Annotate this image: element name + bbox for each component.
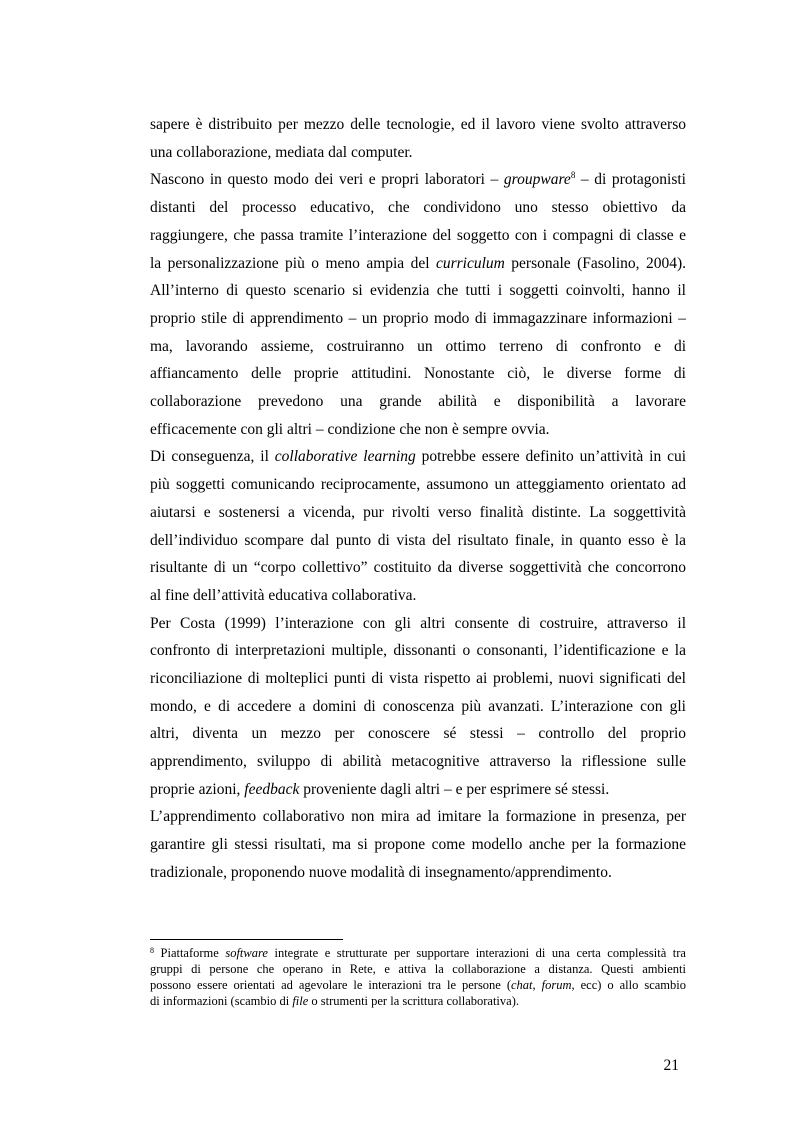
text-run: , ecc) o allo scambio	[571, 978, 686, 992]
text-run: personale (Fasolino, 2004).	[504, 255, 687, 272]
body-line	[150, 669, 686, 689]
text-run: integrate e strutturate per supportare interazioni di una certa complessità tra	[267, 946, 686, 960]
footnote-separator	[150, 939, 343, 940]
body-line	[150, 281, 686, 301]
text-run: – di protagonisti	[575, 171, 686, 188]
footnote-line	[150, 978, 686, 993]
italic-term: groupware	[503, 171, 571, 188]
footnote-marker: 8	[150, 946, 154, 955]
body-line	[150, 558, 686, 578]
body-line	[150, 115, 686, 135]
text-run: garantire gli stessi risultati, ma si propone come modello anche per la formazione	[150, 836, 686, 853]
body-line	[150, 780, 686, 800]
italic-term: feedback	[244, 781, 300, 798]
body-line	[150, 724, 686, 744]
footnote-marker: 8	[570, 170, 576, 180]
text-run: mondo, e di accedere a domini di conoscenza più avanzati. L’interazione con gli	[150, 698, 686, 715]
text-run: proprio stile di apprendimento – un proprio modo di immagazzinare informazioni –	[150, 310, 686, 327]
text-run: confronto di interpretazioni multiple, dissonanti o consonanti, l’identificazione e la	[150, 642, 686, 659]
text-run: altri, diventa un mezzo per conoscere sé stessi – controllo del proprio	[150, 725, 686, 742]
text-run: o strumenti per la scrittura collaborativa).	[308, 994, 519, 1008]
body-line	[150, 143, 686, 163]
text-run: Nascono in questo modo dei veri e propri laboratori –	[150, 171, 504, 188]
italic-term: collaborative learning	[274, 448, 416, 465]
text-run: riconciliazione di molteplici punti di vista rispetto ai problemi, nuovi significati del	[150, 670, 686, 687]
italic-term: chat	[511, 978, 533, 992]
page-number: 21	[663, 1057, 679, 1074]
body-line	[150, 586, 686, 606]
body-line	[150, 447, 686, 467]
text-run: dell’individuo scompare dal punto di vista del risultato finale, in quanto esso è la	[150, 532, 686, 549]
body-line	[150, 170, 686, 190]
footnote-line	[150, 962, 686, 977]
text-run: distanti del processo educativo, che condividono uno stesso obiettivo da	[150, 199, 686, 216]
text-run: più soggetti comunicando reciprocamente, assumono un atteggiamento orientato ad	[150, 476, 686, 493]
text-run: efficacemente con gli altri – condizione che non è sempre ovvia.	[150, 421, 550, 438]
text-run: aiutarsi e sostenersi a vicenda, pur rivolti verso finalità distinte. La soggettività	[150, 504, 686, 521]
body-line	[150, 198, 686, 218]
text-run: possono essere orientati ad agevolare le interazioni tra le persone (	[150, 978, 511, 992]
body-line	[150, 309, 686, 329]
text-run: collaborazione prevedono una grande abilità e disponibilità a lavorare	[150, 393, 686, 410]
body-line	[150, 503, 686, 523]
body-line	[150, 752, 686, 772]
text-run: di informazioni (scambio di	[150, 994, 293, 1008]
text-run: al fine dell’attività educativa collaborativa.	[150, 587, 417, 604]
italic-term: curriculum	[435, 255, 505, 272]
footnote-line	[150, 946, 686, 961]
text-run: risultante di un “corpo collettivo” costituito da diverse soggettività che concorrono	[150, 559, 686, 576]
body-line	[150, 226, 686, 246]
text-run: proveniente dagli altri – e per esprimere sé stessi.	[299, 781, 610, 798]
text-run: Per Costa (1999) l’interazione con gli altri consente di costruire, attraverso il	[150, 615, 686, 632]
body-line	[150, 364, 686, 384]
body-line	[150, 337, 686, 357]
body-line	[150, 531, 686, 551]
text-run: sapere è distribuito per mezzo delle tecnologie, ed il lavoro viene svolto attraverso	[150, 116, 686, 133]
text-run: ma, lavorando assieme, costruiranno un ottimo terreno di confronto e di	[150, 338, 686, 355]
text-run: ,	[532, 978, 542, 992]
italic-term: file	[292, 994, 309, 1008]
text-run: Di conseguenza, il	[150, 448, 275, 465]
text-run: tradizionale, proponendo nuove modalità di insegnamento/apprendimento.	[150, 864, 612, 881]
text-run: una collaborazione, mediata dal computer.	[150, 144, 413, 161]
text-run: raggiungere, che passa tramite l’interazione del soggetto con i compagni di classe e	[150, 227, 686, 244]
body-line	[150, 863, 686, 883]
text-run: potrebbe essere definito un’attività in cui	[415, 448, 687, 465]
body-line	[150, 697, 686, 717]
body-line	[150, 254, 686, 274]
body-line	[150, 614, 686, 634]
text-run: apprendimento, sviluppo di abilità metacognitive attraverso la riflessione sulle	[150, 753, 686, 770]
footnote-line	[150, 994, 686, 1009]
text-run: gruppi di persone che operano in Rete, e attiva la collaborazione a distanza. Questi ambienti	[150, 962, 686, 976]
body-line	[150, 807, 686, 827]
text-run: proprie azioni,	[150, 781, 245, 798]
italic-term: software	[225, 946, 268, 960]
text-run: Piattaforme	[154, 946, 226, 960]
body-line	[150, 641, 686, 661]
text-run: affiancamento delle proprie attitudini. Nonostante ciò, le diverse forme di	[150, 365, 686, 382]
body-line	[150, 835, 686, 855]
text-run: la personalizzazione più o meno ampia del	[150, 255, 436, 272]
body-line	[150, 475, 686, 495]
italic-term: forum	[541, 978, 572, 992]
text-run: L’apprendimento collaborativo non mira ad imitare la formazione in presenza, per	[150, 808, 686, 825]
body-line	[150, 420, 686, 440]
text-run: All’interno di questo scenario si evidenzia che tutti i soggetti coinvolti, hanno il	[150, 282, 686, 299]
body-line	[150, 392, 686, 412]
